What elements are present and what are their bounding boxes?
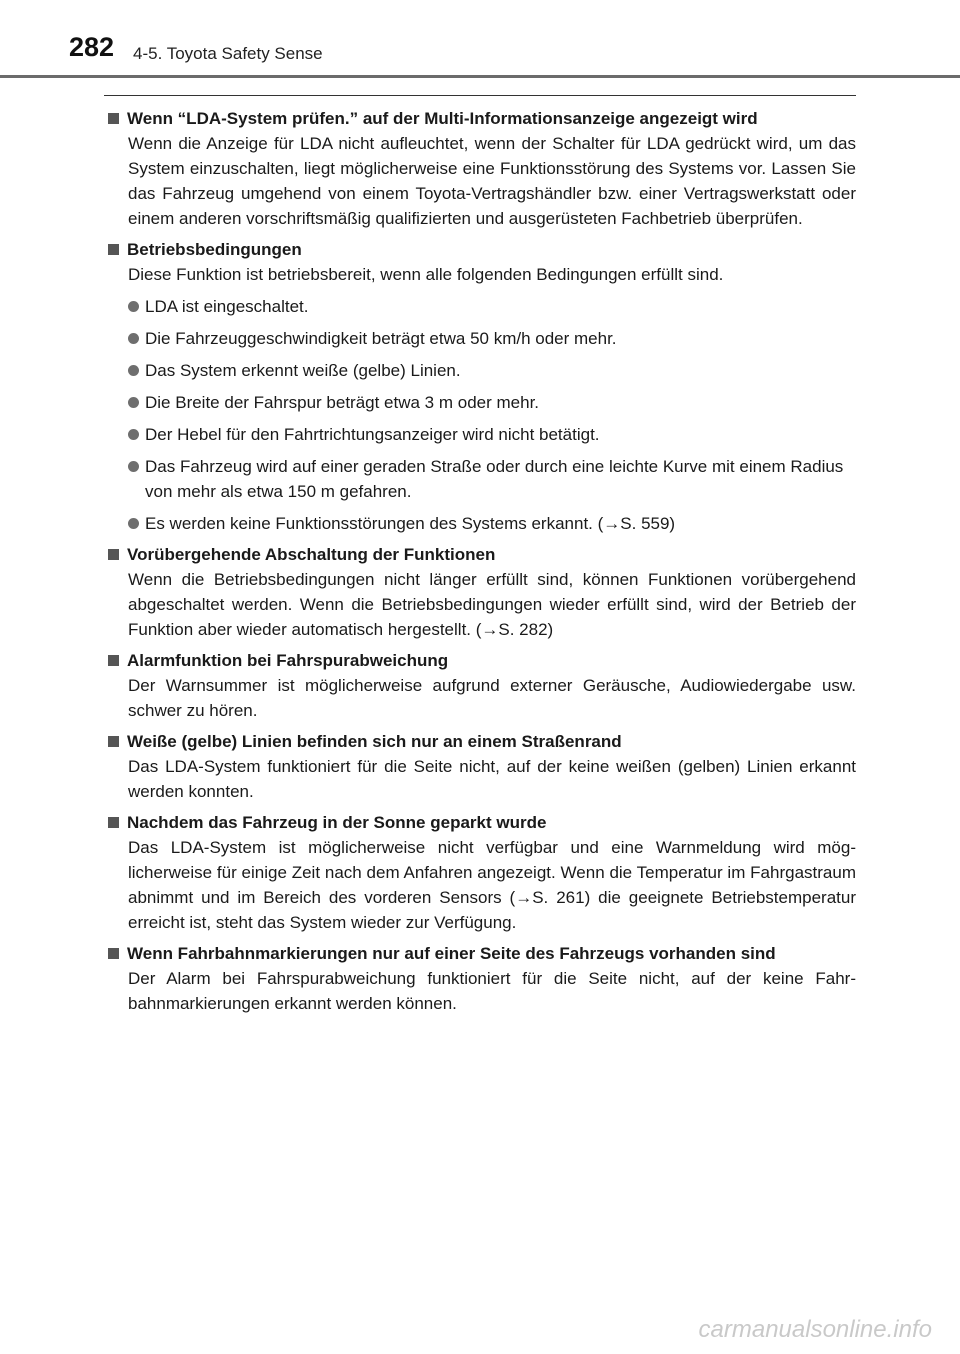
section-heading <box>104 729 856 754</box>
section-block <box>104 542 856 642</box>
section-block <box>104 237 856 536</box>
section-heading-text: Wenn Fahrbahnmarkierungen nur auf einer Seite des Fahrzeugs vorhanden sind <box>127 944 776 963</box>
circle-bullet-icon <box>128 461 139 472</box>
square-bullet-icon <box>108 736 119 747</box>
section-heading <box>104 648 856 673</box>
square-bullet-icon <box>108 113 119 124</box>
section-body: Der Alarm bei Fahrspurabweichung funktioniert für die Seite nicht, auf der keine Fahrbahnmarkierungen erkannt werden können. <box>128 969 856 1013</box>
section-heading-text: Alarmfunktion bei Fahrspurabweichung <box>127 651 449 670</box>
watermark: carmanualsonline.info <box>698 1316 932 1343</box>
section-body: Diese Funktion ist betriebsbereit, wenn alle folgenden Bedingungen erfüllt sind. <box>128 265 724 284</box>
section-heading <box>104 542 856 567</box>
bullet-text: Das System erkennt weiße (gelbe) Linien. <box>145 361 461 380</box>
bullet-text: Das Fahrzeug wird auf einer geraden Straße oder durch eine leichte Kurve mit einem Radius von mehr als etwa 150 m gefahren. <box>145 457 844 501</box>
square-bullet-icon <box>108 655 119 666</box>
bullet-text: Der Hebel für den Fahrtrichtungsanzeiger wird nicht betätigt. <box>145 425 600 444</box>
square-bullet-icon <box>108 244 119 255</box>
content-top-rule <box>104 95 856 96</box>
section-block <box>104 648 856 723</box>
section-body: Das LDA-System ist möglicherweise nicht verfügbar und eine Warnmeldung wird möglicherweise für einige Zeit nach dem Anfahren angezeigt. Wenn die Temperatur im Fahrgastraum abnimmt und im Bereich des vorderen Sensors (→S. 261) die geeignete Betriebstemperatur erreicht ist, steht das System wieder zur Verfügung. <box>128 838 856 932</box>
header-rule <box>0 75 960 78</box>
section-heading-text: Betriebsbedingungen <box>127 240 302 259</box>
circle-bullet-icon <box>128 518 139 529</box>
circle-bullet-icon <box>128 301 139 312</box>
section-body: Wenn die Anzeige für LDA nicht aufleuchtet, wenn der Schalter für LDA gedrückt wird, um das System einzuschalten, liegt möglicherweise eine Funktionsstörung des Systems vor. Lassen Sie das Fahrzeug umgehend von einem Toyota-Vertragshändler bzw. einer Vertragswerkstatt oder einem anderen vorschriftsmäßig qualifizierten und ausgerüsteten Fachbetrieb überprüfen. <box>128 134 856 228</box>
bullet-text: LDA ist eingeschaltet. <box>145 297 309 316</box>
bullet-text: Die Fahrzeuggeschwindigkeit beträgt etwa 50 km/h oder mehr. <box>145 329 617 348</box>
bullet-item <box>128 294 856 319</box>
section-heading <box>104 106 856 131</box>
section-title: 4-5. Toyota Safety Sense <box>133 44 323 63</box>
bullet-item <box>128 358 856 383</box>
section-heading <box>104 941 856 966</box>
section-block <box>104 106 856 231</box>
circle-bullet-icon <box>128 365 139 376</box>
section-block <box>104 810 856 935</box>
section-block <box>104 729 856 804</box>
section-body: Der Warnsummer ist möglicherweise aufgrund externer Geräusche, Audiowiedergabe usw. schwer zu hören. <box>128 676 856 720</box>
circle-bullet-icon <box>128 333 139 344</box>
bullet-item <box>128 390 856 415</box>
square-bullet-icon <box>108 948 119 959</box>
section-body: Das LDA-System funktioniert für die Seite nicht, auf der keine weißen (gelben) Linien erkannt werden konnten. <box>128 757 856 801</box>
bullet-item <box>128 326 856 351</box>
section-body: Wenn die Betriebsbedingungen nicht länger erfüllt sind, können Funktionen vorübergehend abgeschaltet werden. Wenn die Betriebsbedingungen wieder erfüllt sind, wird der Betrieb der Funktion aber wieder automatisch hergestellt. (→S. 282) <box>128 570 856 639</box>
page-number: 282 <box>69 32 115 62</box>
bullet-text: Es werden keine Funktionsstörungen des Systems erkannt. (→S. 559) <box>145 514 676 533</box>
page-content <box>104 106 856 1022</box>
page-header <box>0 0 960 80</box>
section-heading-text: Weiße (gelbe) Linien befinden sich nur an einem Straßenrand <box>127 732 622 751</box>
section-heading-text: Wenn “LDA-System prüfen.” auf der Multi-Informationsanzeige angezeigt wird <box>127 109 758 128</box>
section-heading <box>104 810 856 835</box>
section-block <box>104 941 856 1016</box>
bullet-item <box>128 454 856 504</box>
circle-bullet-icon <box>128 429 139 440</box>
bullet-item <box>128 511 856 536</box>
circle-bullet-icon <box>128 397 139 408</box>
section-heading <box>104 237 856 262</box>
bullet-item <box>128 422 856 447</box>
square-bullet-icon <box>108 549 119 560</box>
square-bullet-icon <box>108 817 119 828</box>
section-heading-text: Nachdem das Fahrzeug in der Sonne geparkt wurde <box>127 813 547 832</box>
section-heading-text: Vorübergehende Abschaltung der Funktionen <box>127 545 496 564</box>
bullet-text: Die Breite der Fahrspur beträgt etwa 3 m oder mehr. <box>145 393 540 412</box>
